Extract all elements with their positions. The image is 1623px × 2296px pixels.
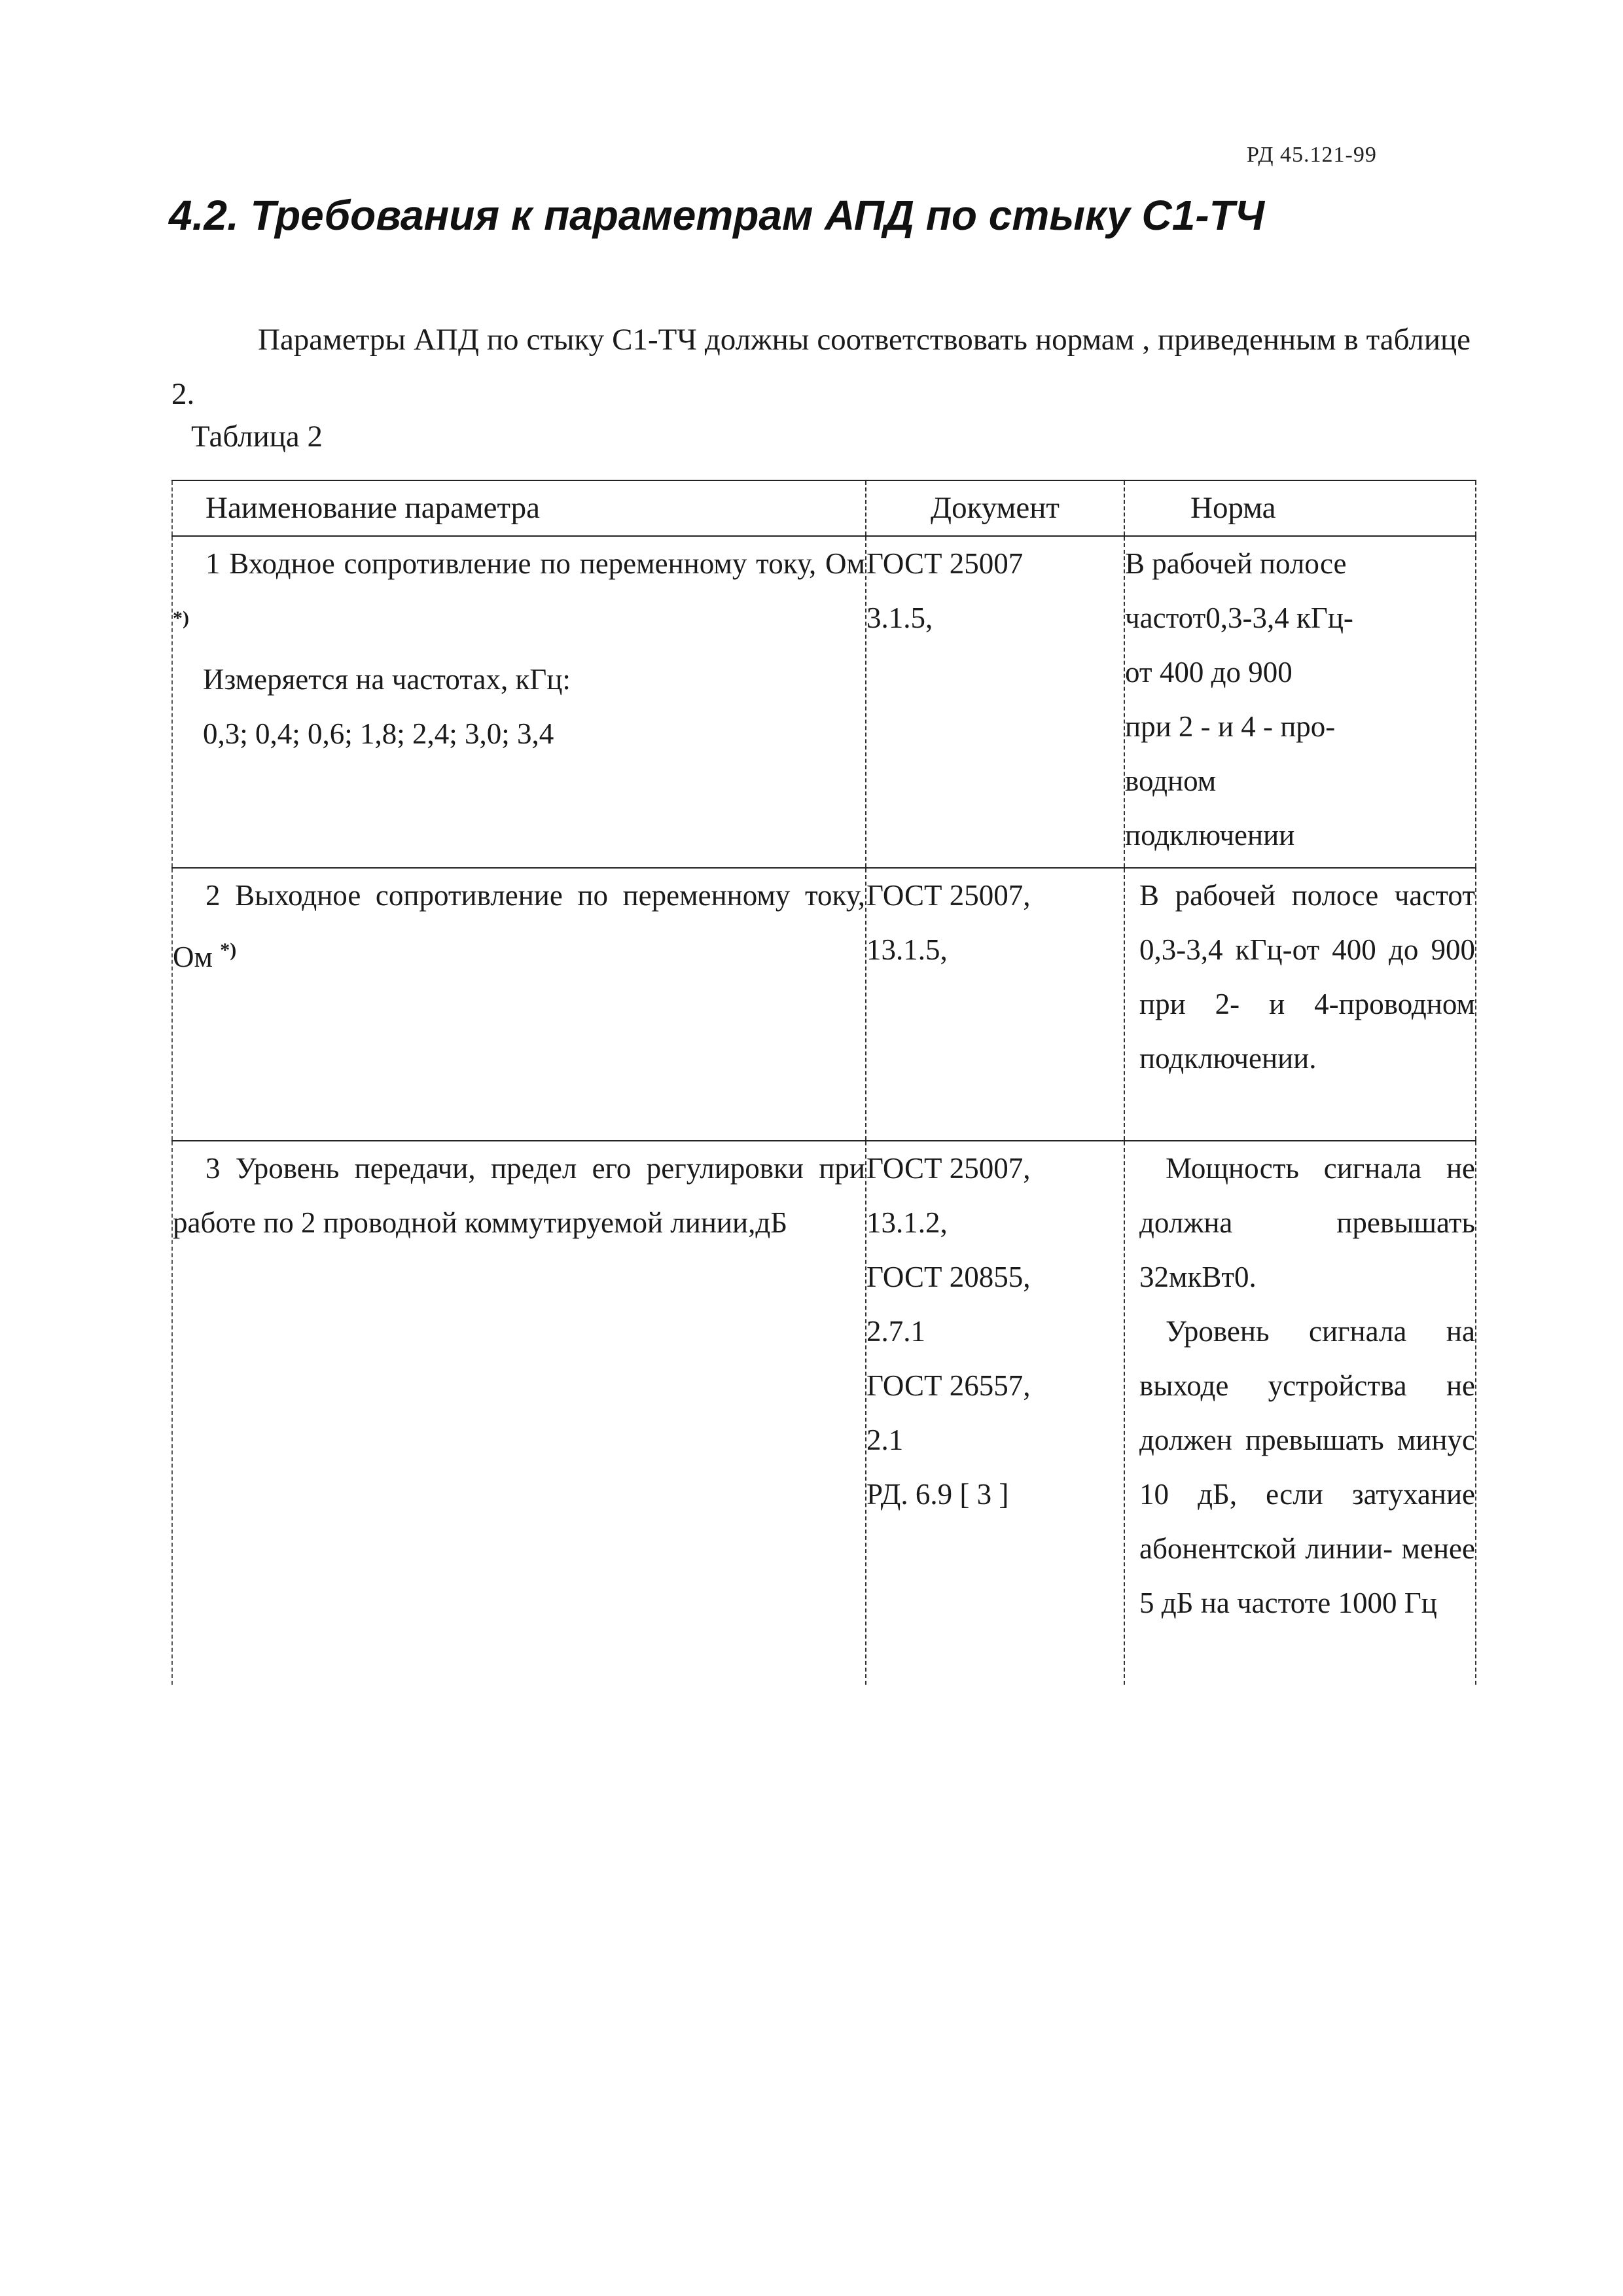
norm-text: Мощность сигнала не должна превышать 32мкВт0.	[1139, 1152, 1475, 1293]
intro-paragraph: Параметры АПД по стыку С1-ТЧ должны соответствовать нормам , приведенным в таблице 2.	[171, 323, 1471, 411]
norm-line: подключении	[1125, 819, 1295, 852]
document-ref: ГОСТ 20855,	[866, 1261, 1031, 1293]
footnote-mark: *)	[173, 607, 189, 629]
document-ref: ГОСТ 25007	[866, 547, 1024, 580]
document-cell	[866, 536, 1124, 868]
document-ref: 2.7.1	[866, 1315, 925, 1348]
document-ref: 13.1.5,	[866, 933, 948, 966]
norm-line: В рабочей полосе	[1125, 547, 1347, 580]
norm-line: при 2 - и 4 - про-	[1125, 710, 1336, 743]
table-row	[172, 868, 1476, 1141]
header-norm: Норма	[1124, 480, 1476, 536]
header-document: Документ	[866, 480, 1124, 536]
document-cell	[866, 868, 1124, 1141]
norm-cell	[1124, 536, 1476, 868]
section-title: 4.2. Требования к параметрам АПД по стыку С1-ТЧ	[169, 192, 1264, 239]
parameter-name: 2 Выходное сопротивление по переменному току, Ом *)	[173, 879, 865, 973]
parameter-note: Измеряется на частотах, кГц:	[203, 663, 571, 696]
norm-text: Уровень сигнала на выходе устройства не должен превышать минус 10 дБ, если затухание абонентской линии- менее 5 дБ на частоте 1000 Гц	[1139, 1315, 1475, 1619]
document-cell	[866, 1141, 1124, 1685]
parameters-table	[171, 480, 1476, 1685]
parameter-frequencies: 0,3; 0,4; 0,6; 1,8; 2,4; 3,0; 3,4	[203, 717, 554, 750]
norm-line: от 400 до 900	[1125, 656, 1293, 689]
document-ref: 3.1.5,	[866, 601, 933, 634]
parameter-cell	[172, 868, 866, 1141]
norm-text: В рабочей полосе частот 0,3-3,4 кГц-от 400 до 900 при 2- и 4-проводном подключении.	[1139, 879, 1475, 1075]
norm-cell	[1124, 868, 1476, 1141]
parameter-name: 3 Уровень передачи, предел его регулировки при работе по 2 проводной коммутируемой линии,дБ	[173, 1152, 865, 1239]
document-ref: 13.1.2,	[866, 1206, 948, 1239]
table-row	[172, 536, 1476, 868]
document-code: РД 45.121-99	[1247, 143, 1377, 167]
norm-cell	[1124, 1141, 1476, 1685]
header-parameter: Наименование параметра	[172, 480, 866, 536]
norm-line: водном	[1125, 764, 1217, 797]
document-ref: 2.1	[866, 1424, 904, 1456]
footnote-mark: *)	[220, 939, 237, 961]
parameter-name: 1 Входное сопротивление по переменному току, Ом *)	[173, 547, 865, 629]
document-ref: ГОСТ 25007,	[866, 879, 1031, 912]
document-ref: ГОСТ 25007,	[866, 1152, 1031, 1185]
table-header-row	[172, 480, 1476, 536]
norm-line: частот0,3-3,4 кГц-	[1125, 601, 1353, 634]
table-row	[172, 1141, 1476, 1685]
table-caption: Таблица 2	[191, 420, 323, 454]
parameter-cell	[172, 1141, 866, 1685]
document-ref: ГОСТ 26557,	[866, 1369, 1031, 1402]
parameter-cell	[172, 536, 866, 868]
document-ref: РД. 6.9 [ 3 ]	[866, 1478, 1009, 1511]
